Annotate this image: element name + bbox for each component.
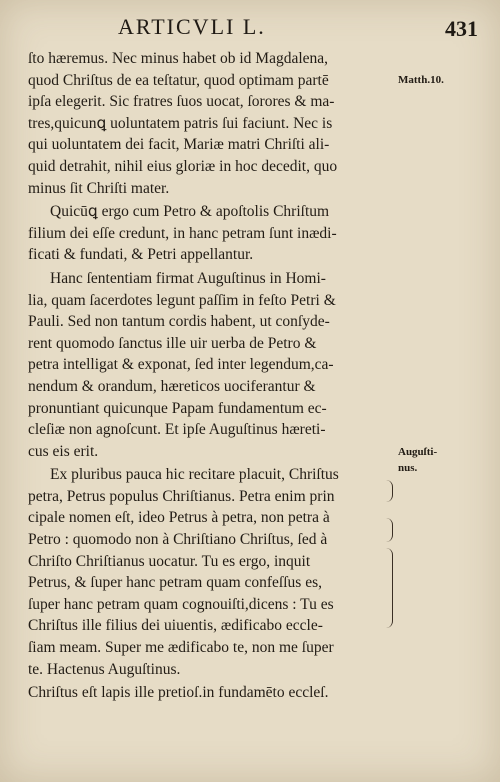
text-line: quid detrahit, nihil eius gloriæ in hoc decedit, quo [28,157,338,175]
marginal-note: Matth.10. [398,74,444,86]
text-line: minus ſit Chriſti mater. [28,179,170,197]
margin-bracket [386,480,393,502]
text-line: petra intelligat & exponat, ſed inter legendum,ca- [28,356,334,374]
text-line: rent quomodo ſanctus ille uir uerba de Petro & [28,334,317,352]
text-line: ficati & fundati, & Petri appellantur. [28,246,254,264]
text-line: Pauli. Sed non tantum cordis habent, ut conſyde- [28,313,330,331]
text-line: lia, quam ſacerdotes legunt paſſim in feſto Petri & [28,291,336,309]
text-line: cus eis erit. [28,442,99,460]
text-line: ſuper hanc petram quam cognouiſti,dicens : Tu es [28,595,334,613]
margin-bracket [386,518,393,542]
text-line: pronuntiant quicunque Papam fundamentum ec- [28,399,327,417]
text-line: Chriſtus ille filius dei uiuentis, ædificabo eccle- [28,617,323,635]
text-line: Quicūꝗ ergo cum Petro & apoſtolis Chriſtum [50,203,330,221]
text-line: cleſiæ non agnoſcunt. Et ipſe Auguſtinus hæreti- [28,421,326,439]
text-line: Hanc ſententiam firmat Auguſtinus in Homi- [50,269,326,287]
text-line: petra, Petrus populus Chriſtianus. Petra enim prin [28,487,335,505]
text-line: ſto hæremus. Nec minus habet ob id Magdalena, [28,50,329,67]
marginal-note: Auguſti- [398,446,438,458]
running-head: ARTICVLI L. [118,14,266,39]
text-line: Petrus, & ſuper hanc petram quam confeſſus es, [28,574,322,592]
text-line: filium dei eſſe credunt, in hanc petram ſunt inædi- [28,224,337,242]
text-line: Chriſtus eſt lapis ille pretioſ.in fundamēto eccleſ. [28,684,329,702]
text-line: Petro : quomodo non à Chriſtiano Chriſtus, ſed à [28,531,328,549]
text-line: ipſa elegerit. Sic fratres ſuos uocat, ſorores & ma- [28,93,335,111]
text-line: qui uoluntatem dei facit, Mariæ matri Chriſti ali- [28,136,330,154]
text-line: nendum & orandum, hæreticos uociferantur & [28,377,316,395]
text-line: tres,quicunꝗ uoluntatem patris ſui faciunt. Nec is [28,114,333,132]
text-line: quod Chriſtus de ea teſtatur, quod optimam partē [28,71,329,89]
text-line: Chriſto Chriſtianus uocatur. Tu es ergo, inquit [28,552,311,570]
margin-bracket [386,548,393,628]
text-line: ſiam meam. Super me ædificabo te, non me ſuper [28,639,334,657]
text-line: cipale nomen eſt, ideo Petrus à petra, non petra à [28,509,330,527]
text-line: Ex pluribus pauca hic recitare placuit, Chriſtus [50,466,339,484]
page-number: 431 [445,16,478,41]
text-line: te. Hactenus Auguſtinus. [28,660,181,678]
body-text [28,48,420,704]
marginal-note: nus. [398,462,418,474]
page-header [0,14,500,44]
